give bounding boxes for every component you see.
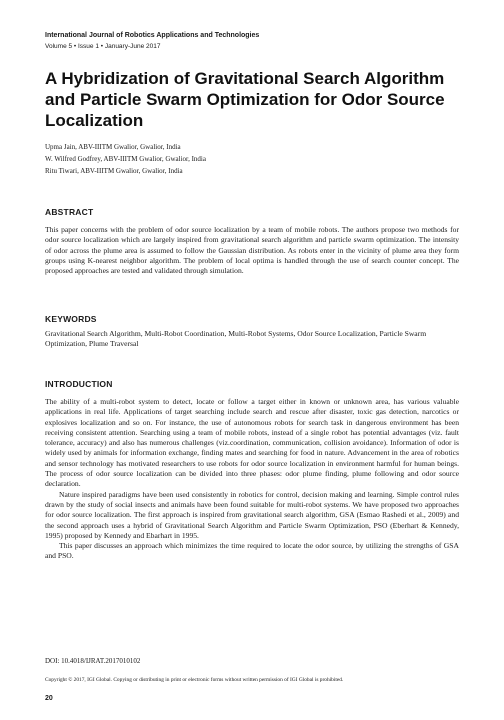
author-affiliation: Upma Jain, ABV-IIITM Gwalior, Gwalior, India bbox=[45, 143, 181, 151]
paper-title: A Hybridization of Gravitational Search Algorithm and Particle Swarm Optimization for Odor Source Localization bbox=[45, 69, 445, 130]
doi-link[interactable]: DOI: 10.4018/IJRAT.2017010102 bbox=[45, 657, 141, 665]
abstract-text: This paper concerns with the problem of odor source localization by a team of mobile robots. The authors propose two methods for odor source localization which are largely inspired from gravitational search algorithm and particle swarm optimization. The intensity of odor across the plume area is assumed to follow the Gaussian distribution. As robots enter in the vicinity of plume area they form groups using K-nearest neighbor algorithm. The problem of local optima is handled through the use of search counter concept. The proposed approaches are tested and validated through simulation. bbox=[45, 225, 459, 276]
introduction-paragraph: Nature inspired paradigms have been used consistently in robotics for control, decision making and learning. Simple control rules drawn by the study of social insects and animals have been found suitable for multi-robot systems. We have proposed two approaches for odor source localization. The first approach is inspired from gravitational search algorithm, GSA (Esmao Rashedi et al., 2009) and the second approach uses a hybrid of Gravitational Search Algorithm and Particle Swarm Optimization, PSO (Eberhart & Kennedy, 1995) proposed by Kennedy and Ebarhart in 1995. bbox=[45, 489, 459, 540]
introduction-body bbox=[45, 397, 459, 562]
copyright-notice: Copyright © 2017, IGI Global. Copying or distributing in print or electronic forms without written permission of IGI Global is prohibited. bbox=[45, 677, 344, 683]
journal-volume: Volume 5 • Issue 1 • January-June 2017 bbox=[45, 43, 161, 50]
author-list bbox=[45, 141, 206, 177]
author-affiliation: W. Wilfred Godfrey, ABV-IIITM Gwalior, Gwalior, India bbox=[45, 155, 206, 163]
abstract-heading: ABSTRACT bbox=[45, 207, 94, 217]
page-number: 20 bbox=[45, 695, 53, 702]
introduction-heading: INTRODUCTION bbox=[45, 379, 113, 389]
introduction-paragraph: This paper discusses an approach which minimizes the time required to locate the odor source, by utilizing the strengths of GSA and PSO. bbox=[45, 541, 459, 561]
keywords-heading: KEYWORDS bbox=[45, 314, 97, 324]
keywords-text: Gravitational Search Algorithm, Multi-Robot Coordination, Multi-Robot Systems, Odor Source Localization, Particle Swarm Optimization, Plume Traversal bbox=[45, 329, 427, 349]
author-affiliation: Ritu Tiwari, ABV-IIITM Gwalior, Gwalior, India bbox=[45, 167, 183, 175]
introduction-paragraph: The ability of a multi-robot system to detect, locate or follow a target either in known or unknown area, has various valuable applications in real life. Applications of target searching include search and rescue after disaster, toxic gas detection, narcotics or explosives localization and so on. For instance, the use of autonomous robots for search task in dangerous environment has been receiving consistent attention. Searching using a team of mobile robots, instead of a single robot has potential advantages (viz. fault tolerance, accuracy) and also has numerous challenges (viz.coordination, communication, collision avoidance). Information of odor is widely used by animals for information exchange, finding mates and searching for food in nature. Advancement in the area of robotics and sensor technology has motivated researchers to use robots for odor source localization in environment harmful for human beings. The process of odor source localization can be divided into three phases: odor plume finding, plume following and odor source declaration. bbox=[45, 397, 459, 489]
journal-name: International Journal of Robotics Applications and Technologies bbox=[45, 32, 260, 39]
